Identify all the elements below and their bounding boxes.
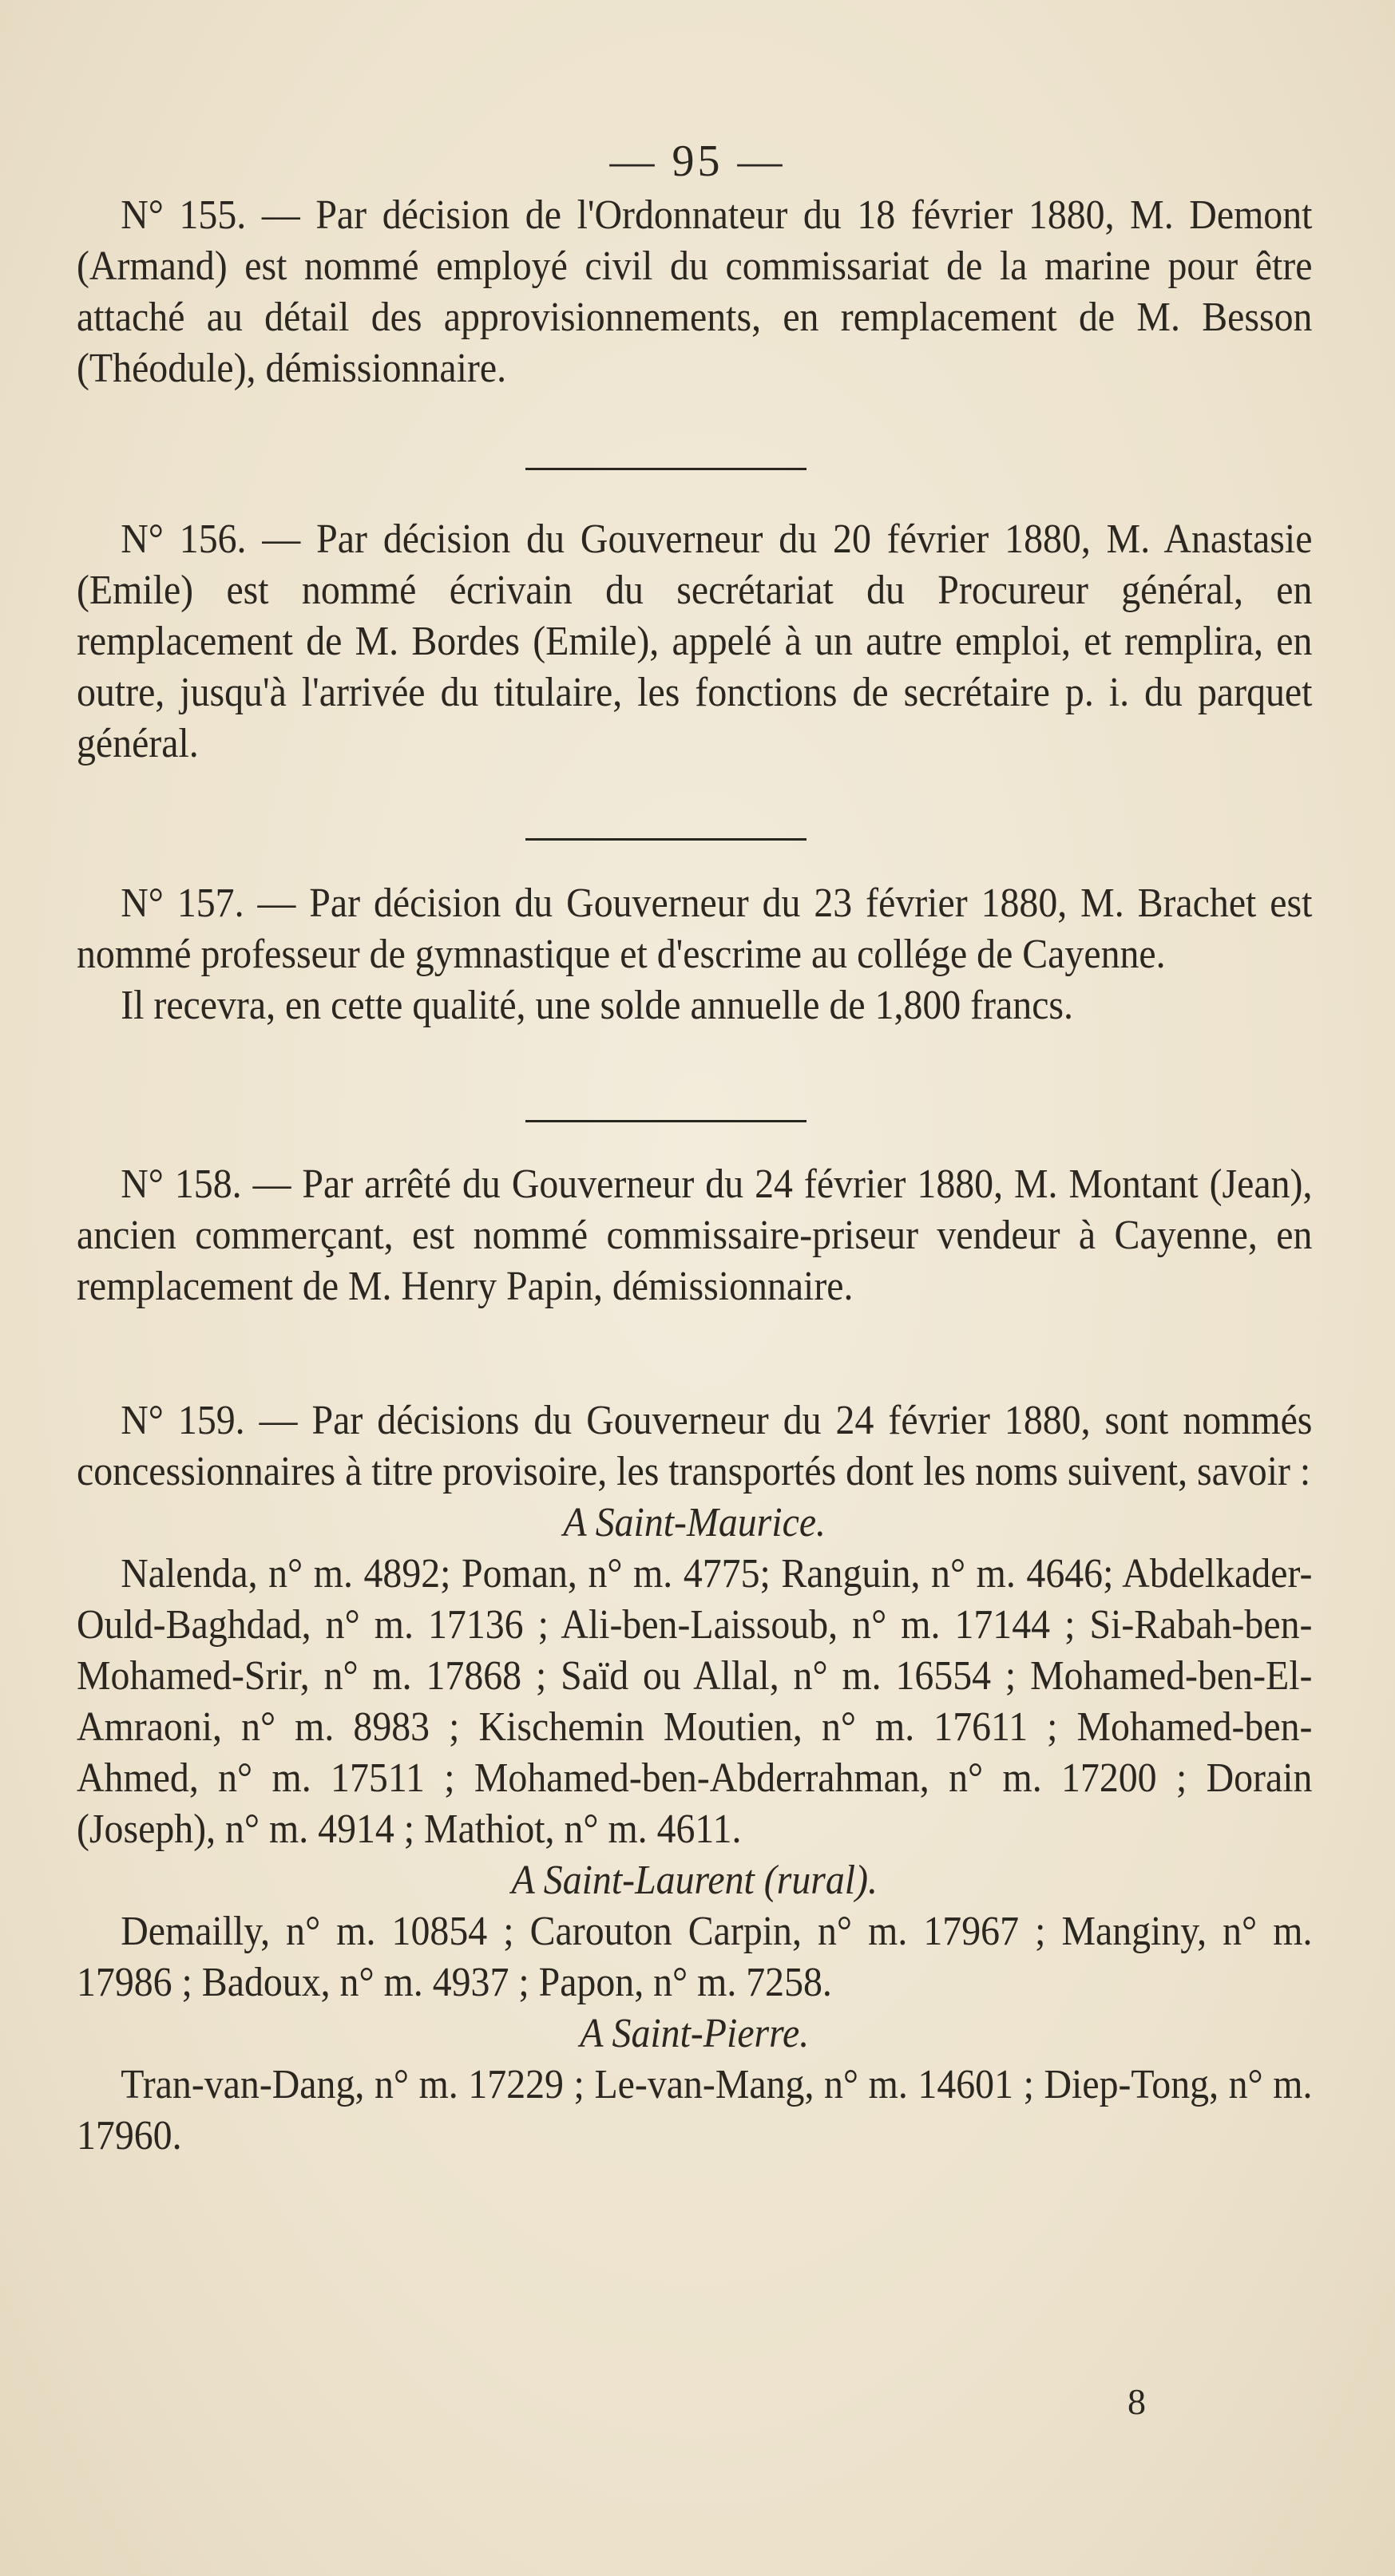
signature-mark: 8 — [1127, 2381, 1146, 2422]
entry-paragraph: N° 159. — Par décisions du Gouverneur du 24 février 1880, sont nommés concessionnaires à titre provisoire, les transportés dont les noms suivent, savoir : — [77, 1398, 1313, 1494]
section-heading: A Saint-Laurent (rural). — [511, 1858, 878, 1903]
page-number-header: — 95 — — [609, 137, 786, 186]
entry-157 — [77, 878, 1312, 1031]
separator-rule — [525, 1120, 806, 1122]
entry-paragraph: Il recevra, en cette qualité, une solde annuelle de 1,800 francs. — [121, 983, 1074, 1028]
entry-paragraph: N° 155. — Par décision de l'Ordonnateur du 18 février 1880, M. Demont (Armand) est nommé employé civil du commissariat de la marine pour être attaché au détail des approvisionnements, en remplacement de M. Besson (Théodule), démissionnaire. — [77, 192, 1313, 391]
section-list: Nalenda, n° m. 4892; Poman, n° m. 4775; Ranguin, n° m. 4646; Abdelkader-Ould-Baghdad, n° m. 17136 ; Ali-ben-Laissoub, n° m. 17144 ; Si-Rabah-ben-Mohamed-Srir, n° m. 17868 ; Saïd ou Allal, n° m. 16554 ; Mohamed-ben-El-Amraoni, n° m. 8983 ; Kischemin Moutien, n° m. 17611 ; Mohamed-ben-Ahmed, n° m. 17511 ; Mohamed-ben-Abderrahman, n° m. 17200 ; Dorain (Joseph), n° m. 4914 ; Mathiot, n° m. 4611. — [77, 1551, 1313, 1852]
section-heading: A Saint-Pierre. — [580, 2011, 810, 2056]
section-list: Demailly, n° m. 10854 ; Carouton Carpin, n° m. 17967 ; Manginy, n° m. 17986 ; Badoux, n° m. 4937 ; Papon, n° m. 7258. — [77, 1909, 1313, 2005]
separator-rule — [525, 838, 806, 841]
separator-rule — [525, 468, 806, 470]
entry-paragraph: N° 156. — Par décision du Gouverneur du 20 février 1880, M. Anastasie (Emile) est nommé écrivain du secrétariat du Procureur général, en remplacement de M. Bordes (Emile), appelé à un autre emploi, et remplira, en outre, jusqu'à l'arrivée du titulaire, les fonctions de secrétaire p. i. du parquet général. — [77, 516, 1313, 766]
entry-159 — [77, 1395, 1312, 2162]
section-list: Tran-van-Dang, n° m. 17229 ; Le-van-Mang, n° m. 14601 ; Diep-Tong, n° m. 17960. — [77, 2062, 1313, 2159]
entry-paragraph: N° 157. — Par décision du Gouverneur du 23 février 1880, M. Brachet est nommé professeur de gymnastique et d'escrime au collége de Cayenne. — [77, 880, 1313, 977]
entry-155 — [77, 190, 1312, 394]
entry-156 — [77, 514, 1312, 770]
entry-158 — [77, 1159, 1312, 1312]
section-heading: A Saint-Maurice. — [563, 1500, 826, 1545]
entry-paragraph: N° 158. — Par arrêté du Gouverneur du 24 février 1880, M. Montant (Jean), ancien commerçant, est nommé commissaire-priseur vendeur à Cayenne, en remplacement de M. Henry Papin, démissionnaire. — [77, 1161, 1313, 1309]
